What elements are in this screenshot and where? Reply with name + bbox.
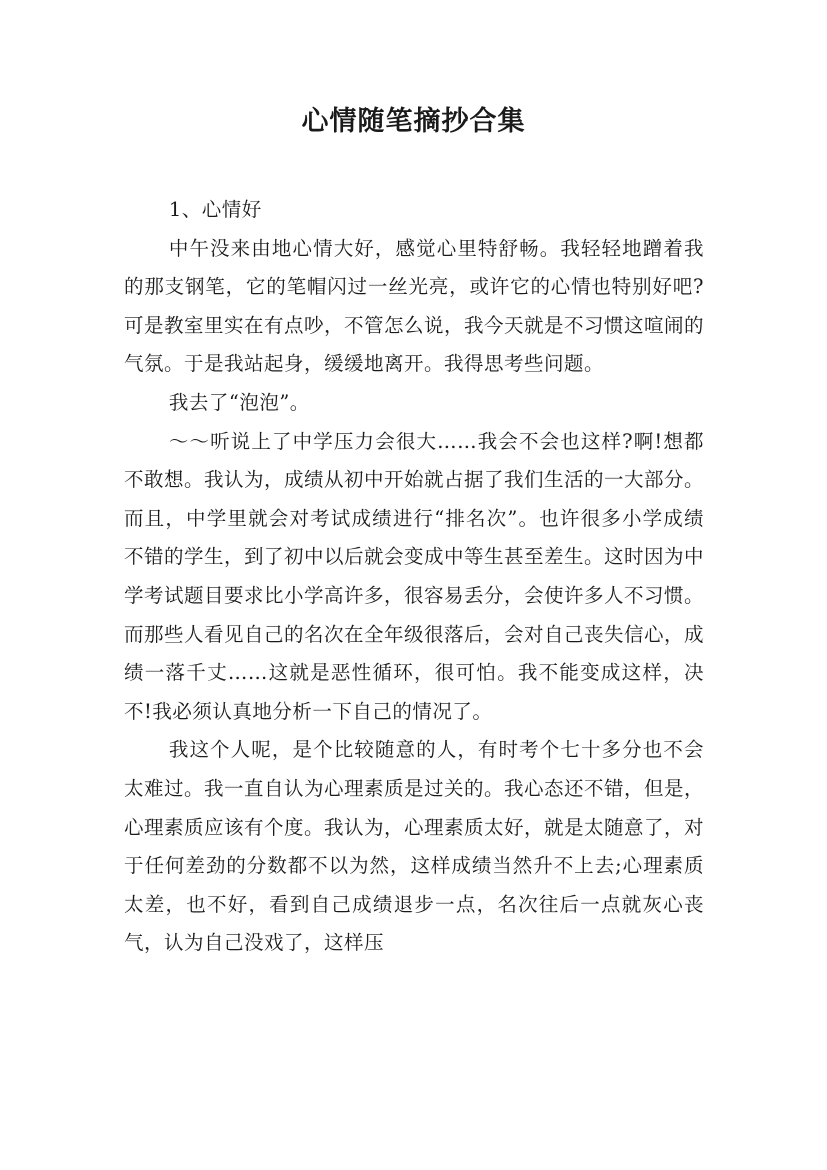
paragraph-2: 我去了“泡泡”。 — [168, 390, 310, 414]
document-body — [124, 191, 704, 963]
paragraph-4: 我这个人呢，是个比较随意的人，有时考个七十多分也不会太难过。我一直自认为心理素质是过关的。我心态还不错，但是，心理素质应该有个度。我认为，心理素质太好，就是太随意了，对于任何差劲的分数都不以为然，这样成绩当然升不上去;心理素质太差，也不好，看到自己成绩退步一点，名次往后一点就灰心丧气，认为自己没戏了，这样压 — [124, 738, 705, 955]
paragraph-3: ～～听说上了中学压力会很大……我会不会也这样?啊!想都不敢想。我认为，成绩从初中开始就占据了我们生活的一大部分。而且，中学里就会对考试成绩进行“排名次”。也许很多小学成绩不错的学生，到了初中以后就会变成中等生甚至差生。这时因为中学考试题目要求比小学高许多，很容易丢分，会使许多人不习惯。而那些人看见自己的名次在全年级很落后，会对自己丧失信心，成绩一落千丈……这就是恶性循环，很可怕。我不能变成这样，决不!我必须认真地分析一下自己的情况了。 — [124, 429, 705, 723]
section-heading: 1、心情好 — [168, 198, 262, 221]
document-title: 心情随笔摘抄合集 — [301, 106, 526, 137]
paragraph-1: 中午没来由地心情大好，感觉心里特舒畅。我轻轻地蹭着我的那支钢笔，它的笔帽闪过一丝光亮，或许它的心情也特别好吧?可是教室里实在有点吵，不管怎么说，我今天就是不习惯这喧闹的气氛。于是我站起身，缓缓地离开。我得思考些问题。 — [124, 236, 705, 376]
